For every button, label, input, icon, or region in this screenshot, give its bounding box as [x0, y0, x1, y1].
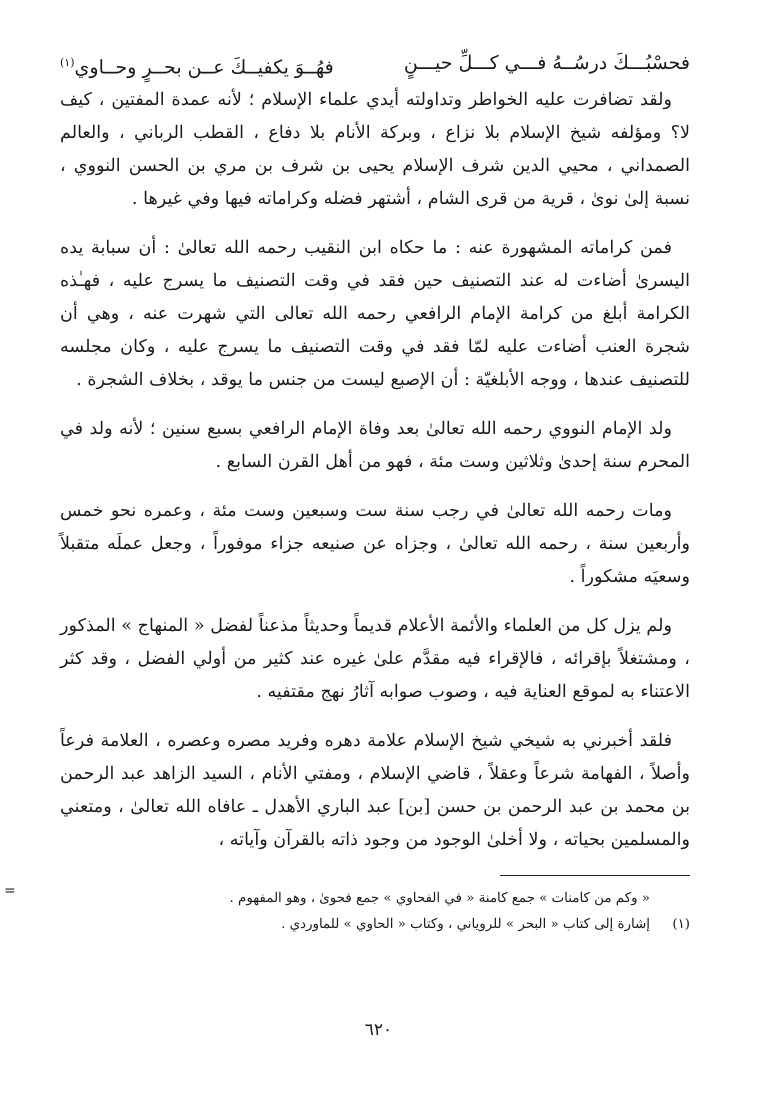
- footnotes: [60, 886, 690, 938]
- page-number: ٦٢٠: [364, 1020, 393, 1040]
- paragraph-birth: ولد الإمام النووي رحمه الله تعالىٰ بعد وفاة الإمام الرافعي بسبع سنين ؛ لأنه ولد في المحرم سنة إحدىٰ وثلاثين وست مئة ، فهو من أهل القرن السابع .: [60, 419, 690, 472]
- paragraph-karamat: فمن كراماته المشهورة عنه : ما حكاه ابن النقيب رحمه الله تعالىٰ : أن سبابة يده اليسرىٰ أضاءت له عند التصنيف حين فقد في وقت التصنيف ما يسرج عليه ، فهـٰذه الكرامة أبلغ من كرامة الإمام الرافعي رحمه الله تعالى التي شهرت عنه ، وهي أن شجرة العنب أضاءت عليه لمّا فقد في وقت التصنيف ما يسرج عليه ، وكان مجلسه للتصنيف عندها ، ووجه الأبلغيّة : أن الإصبع ليست من جنس ما يوقد ، بخلاف الشجرة .: [60, 238, 690, 390]
- footnote-separator: [500, 875, 690, 876]
- paragraph-praise-of-author: ولقد تضافرت عليه الخواطر وتداولته أيدي علماء الإسلام ؛ لأنه عمدة المفتين ، كيف لا؟ ومؤلفه شيخ الإسلام بلا نزاع ، وبركة الأنام بلا دفاع ، القطب الرباني ، والعالم الصمداني ، محيي الدين شرف الإسلام يحيى بن شرف بن مري بن الحسن النووي ، نسبة إلىٰ نوىٰ ، قرية من قرى الشام ، أشتهر فضله وكراماته فيها وفي غيرها .: [60, 90, 690, 209]
- page-body: [60, 48, 690, 938]
- paragraph-death: ومات رحمه الله تعالىٰ في رجب سنة ست وسبعين وست مئة ، وعمره نحو خمس وأربعين سنة ، رحمه الله تعالىٰ ، وجزاه عن صنيعه جزاء موفوراً ، وجعل عملَه متقبلاً وسعيَه مشكوراً .: [60, 501, 690, 587]
- verse-second-hemistich: فهُــوَ يكفيــكَ عــن بحــرٍ وحــاوي$^{(١)}$: [60, 56, 334, 79]
- footnote-item: [60, 912, 690, 938]
- footnote-continuation: « وكم من كامنات » جمع كامنة « في الفحاوي » جمع فحوىٰ ، وهو المفهوم .: [229, 891, 650, 906]
- paragraph-isnad: فلقد أخبرني به شيخي شيخ الإسلام علامة دهره وفريد مصره وعصره ، العلامة فرعاً وأصلاً ، الفهامة شرعاً وعقلاً ، قاضي الإسلام ، ومفتي الأنام ، السيد الزاهد عبد الرحمن بن محمد بن عبد الرحمن بن حسن [بن] عبد الباري الأهدل ـ عافاه الله تعالىٰ ، ومتعني والمسلمين بحياته ، ولا أخلىٰ الوجود من وجود ذاته بالقرآن وآياته ،: [60, 731, 690, 850]
- footnote-reference[interactable]: (١): [60, 56, 75, 69]
- footnote-continuation-mark: =: [4, 883, 16, 899]
- footnote-number: (١): [672, 917, 690, 932]
- poem-verse: [60, 48, 690, 82]
- verse-first-hemistich: فحسْبُـــكَ درسُــهُ فـــي كـــلِّ حيـــنٍ: [403, 52, 690, 74]
- paragraph-minhaj: ولم يزل كل من العلماء والأئمة الأعلام قديماً وحديثاً مذعناً لفضل « المنهاج » المذكور ، ومشتغلاً بإقرائه ، فالإقراء فيه مقدَّم علىٰ غيره عند كثير من أولي الفضل ، وقد كثر الاعتناء به لموقع العناية فيه ، وصوب صوابه آثارُ نهج مقتفيه .: [60, 616, 690, 702]
- footnote-text: إشارة إلى كتاب « البحر » للروياني ، وكتاب « الحاوي » للماوردي .: [281, 917, 650, 932]
